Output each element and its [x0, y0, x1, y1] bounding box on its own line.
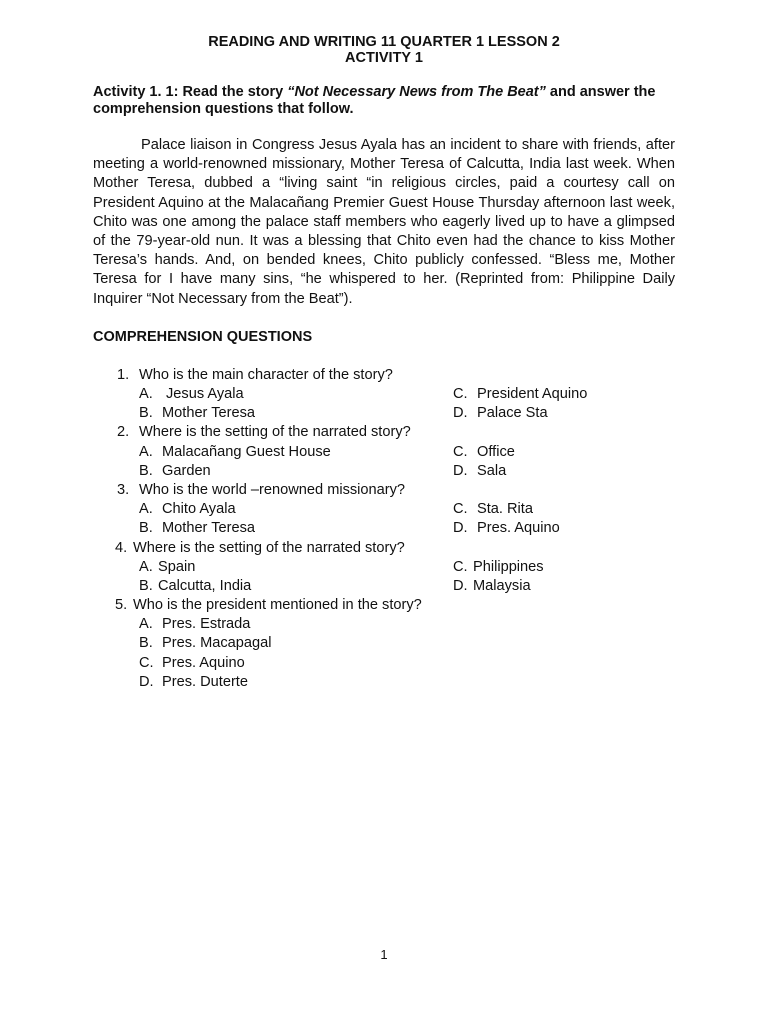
- page-number: 1: [380, 947, 388, 962]
- options-row: [93, 558, 675, 577]
- question-3: [93, 481, 675, 500]
- title-line-2: ACTIVITY 1: [345, 50, 423, 66]
- title-line-1: READING AND WRITING 11 QUARTER 1 LESSON 2: [208, 34, 560, 50]
- option-d: Pres. Duterte: [162, 673, 248, 690]
- option-letter: A.: [139, 501, 153, 518]
- option-letter: B.: [139, 577, 153, 594]
- question-5: [93, 596, 675, 615]
- option-a: Malacañang Guest House: [162, 443, 331, 460]
- option-a: Chito Ayala: [162, 501, 236, 518]
- option-b: Pres. Macapagal: [162, 635, 272, 652]
- question-text: Who is the world –renowned missionary?: [139, 481, 406, 498]
- option-letter: C.: [453, 386, 468, 403]
- option-d: Palace Sta: [477, 405, 548, 422]
- option-letter: B.: [139, 405, 153, 422]
- options-row: [93, 673, 675, 692]
- activity-prefix: Activity 1. 1: Read the story: [93, 84, 288, 100]
- option-letter: B.: [139, 635, 153, 652]
- options-row: [93, 404, 675, 423]
- question-number: 5.: [115, 597, 128, 614]
- options-row: [93, 519, 675, 538]
- option-letter: C.: [139, 654, 154, 671]
- options-row: [93, 634, 675, 653]
- question-list: [93, 366, 675, 692]
- option-a: Pres. Estrada: [162, 616, 251, 633]
- option-a: Jesus Ayala: [166, 386, 244, 403]
- options-row: [93, 615, 675, 634]
- activity-suffix: and answer the comprehension questions that follow.: [93, 84, 656, 117]
- question-number: 4.: [115, 539, 128, 556]
- option-c: Office: [477, 443, 515, 460]
- option-b: Mother Teresa: [162, 405, 256, 422]
- question-2: [93, 423, 675, 442]
- option-c: President Aquino: [477, 386, 588, 403]
- options-row: [93, 443, 675, 462]
- options-row: [93, 462, 675, 481]
- options-row: [93, 385, 675, 404]
- question-1: [93, 366, 675, 385]
- option-letter: C.: [453, 501, 468, 518]
- question-4: [93, 539, 675, 558]
- document-page: [93, 34, 675, 692]
- option-b: Calcutta, India: [158, 577, 252, 594]
- option-letter: D.: [139, 673, 154, 690]
- option-letter: D.: [453, 405, 468, 422]
- option-letter: D.: [453, 577, 468, 594]
- options-row: [93, 654, 675, 673]
- option-letter: D.: [453, 520, 468, 537]
- activity-instruction: [93, 84, 675, 118]
- option-letter: A.: [139, 616, 153, 633]
- option-d: Pres. Aquino: [477, 520, 560, 537]
- option-letter: A.: [139, 443, 153, 460]
- option-b: Garden: [162, 462, 211, 479]
- option-d: Malaysia: [473, 577, 531, 594]
- options-row: [93, 500, 675, 519]
- question-text: Who is the main character of the story?: [139, 366, 393, 383]
- question-number: 1.: [117, 366, 130, 383]
- question-text: Who is the president mentioned in the story?: [133, 597, 422, 614]
- option-b: Mother Teresa: [162, 520, 256, 537]
- question-number: 3.: [117, 481, 130, 498]
- story-title: “Not Necessary News from The Beat”: [287, 84, 546, 100]
- option-letter: C.: [453, 443, 468, 460]
- story-paragraph: Palace liaison in Congress Jesus Ayala has an incident to share with friends, after meeting a world-renowned missionary, Mother Teresa of Calcutta, India last week. When Mother Teresa, dubbed a “living saint “in religious circles, paid a courtesy call on President Aquino at the Malacañang Premier Guest House Thursday afternoon last week, Chito was one among the palace staff members who eagerly lived up to have a glimpsed of the 79-year-old nun. It was a blessing that Chito even had the chance to kiss Mother Teresa’s hands. And, on bended knees, Chito publicly confessed. “Bless me, Mother Teresa for I have many sins, “he whispered to her. (Reprinted from: Philippine Daily Inquirer “Not Necessary from the Beat”).: [93, 137, 675, 307]
- option-c: Philippines: [473, 558, 544, 575]
- question-text: Where is the setting of the narrated story?: [133, 539, 405, 556]
- question-text: Where is the setting of the narrated story?: [139, 424, 411, 441]
- option-letter: A.: [139, 558, 153, 575]
- option-letter: B.: [139, 520, 153, 537]
- option-d: Sala: [477, 462, 507, 479]
- option-c: Pres. Aquino: [162, 654, 245, 671]
- option-letter: B.: [139, 462, 153, 479]
- document-title: [93, 34, 675, 66]
- option-letter: D.: [453, 462, 468, 479]
- option-letter: A.: [139, 386, 153, 403]
- option-a: Spain: [158, 558, 196, 575]
- option-c: Sta. Rita: [477, 501, 533, 518]
- comprehension-heading: COMPREHENSION QUESTIONS: [93, 328, 313, 345]
- options-row: [93, 577, 675, 596]
- question-number: 2.: [117, 424, 130, 441]
- option-letter: C.: [453, 558, 468, 575]
